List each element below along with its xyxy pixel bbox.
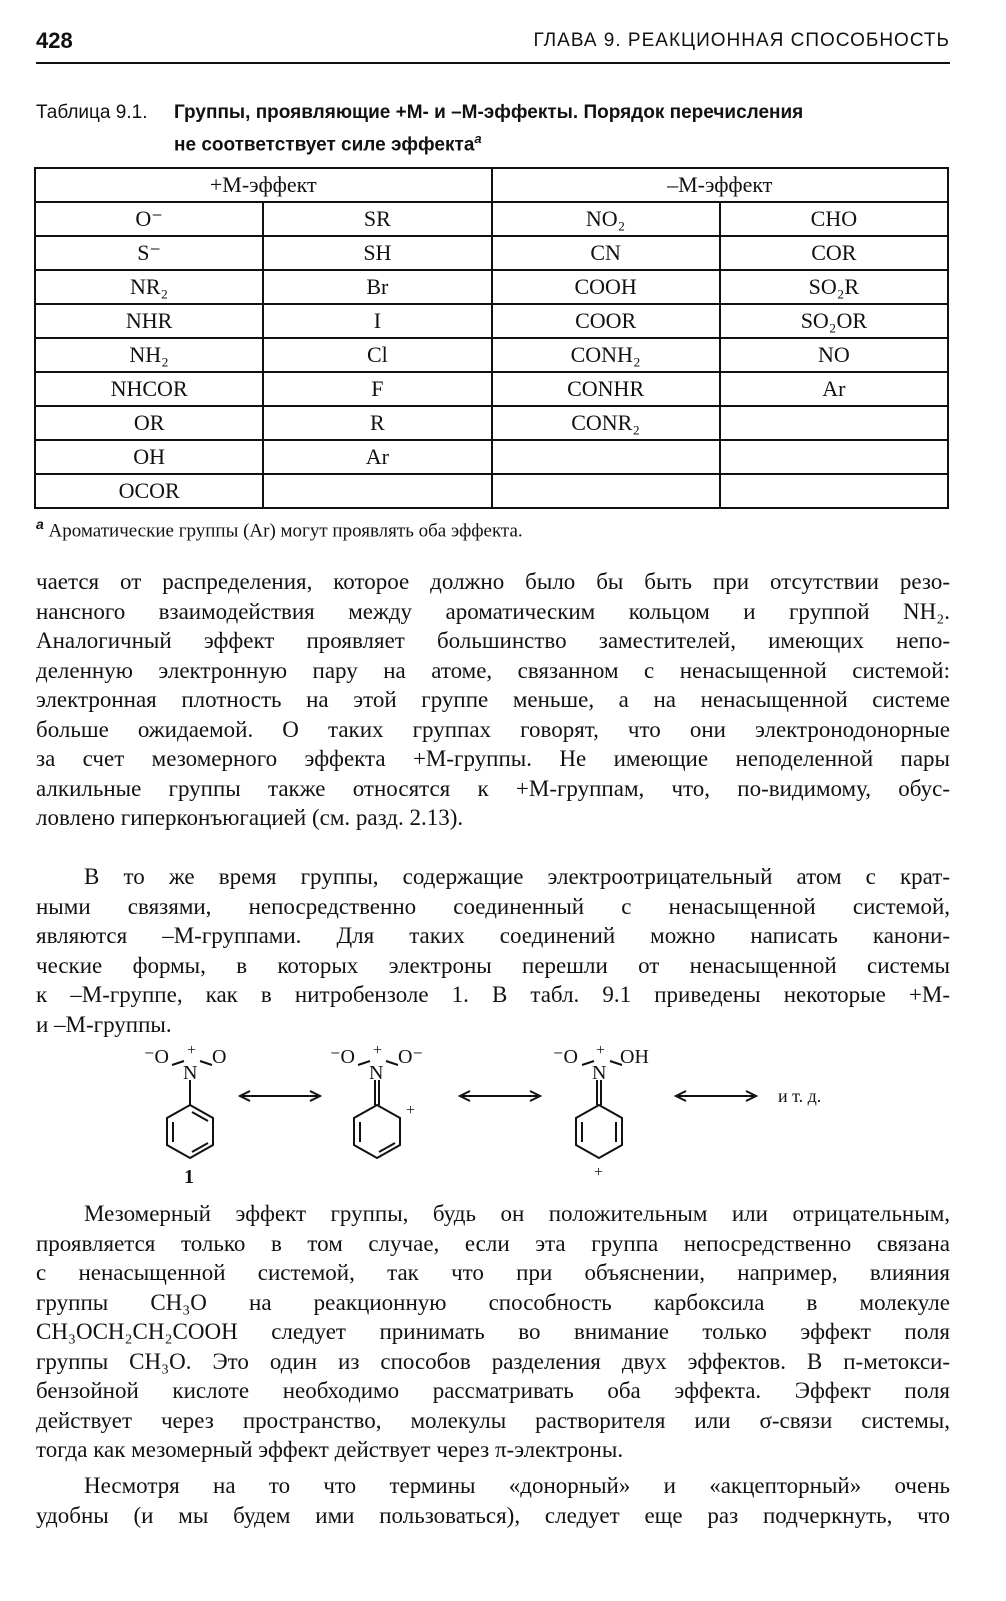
table-cell: CONH₂	[492, 338, 720, 372]
paragraph-1	[36, 567, 950, 833]
text-line: группы CH₃O. Это один из способов разделения двух эффектов. В п-метокси-	[36, 1348, 950, 1374]
table-title-line2: не соответствует силе эффекта	[174, 134, 475, 156]
table-row	[35, 202, 948, 236]
s2-ring-charge: +	[406, 1102, 416, 1119]
table-cell: NHR	[35, 304, 263, 338]
text-line: ными связями, непосредственно соединенный с ненасыщенной системой,	[36, 893, 950, 919]
nitrobenzene-resonance-scheme	[0, 1035, 1006, 1195]
table-cell	[492, 440, 720, 474]
table-cell: CHO	[720, 202, 948, 236]
footnote-mark: a	[36, 516, 44, 532]
s3-n-charge: +	[596, 1042, 606, 1059]
table-cell	[492, 474, 720, 508]
effects-table	[34, 167, 949, 509]
table-cell: SO₂OR	[720, 304, 948, 338]
text-line: удобны (и мы будем ими пользоваться), следует еще раз подчеркнуть, что	[36, 1502, 950, 1528]
table-row	[35, 440, 948, 474]
text-line: ловлено гиперконъюгацией (см. разд. 2.13).	[36, 805, 464, 830]
table-cell: OH	[35, 440, 263, 474]
s2-n-charge: +	[373, 1042, 383, 1059]
s1-n-charge: +	[187, 1042, 197, 1059]
table-cell: NO₂	[492, 202, 720, 236]
table-row	[35, 372, 948, 406]
minus-m-header: –M-эффект	[492, 168, 949, 202]
text-line: чается от распределения, которое должно было бы быть при отсутствии резо-	[36, 569, 950, 594]
table-row	[35, 236, 948, 270]
table-cell	[263, 474, 491, 508]
text-line: деленную электронную пару на атоме, связанном с ненасыщенной системой:	[36, 657, 950, 683]
text-line: бензойной кислоте необходимо рассматривать оба эффекта. Эффект поля	[36, 1378, 950, 1403]
table-footnote	[36, 516, 523, 542]
chapter-title: ГЛАВА 9. РЕАКЦИОННАЯ СПОСОБНОСТЬ	[533, 30, 950, 51]
table-cell: NHCOR	[35, 372, 263, 406]
table-cell: Ar	[263, 440, 491, 474]
text-line: за счет мезомерного эффекта +M-группы. Не имеющие неподеленной пары	[36, 746, 950, 771]
table-title-line2-wrap	[174, 126, 482, 158]
table-cell: Cl	[263, 338, 491, 372]
table-cell: R	[263, 406, 491, 440]
table-cell: NO	[720, 338, 948, 372]
table-cell: SR	[263, 202, 491, 236]
caption-footnote-mark: a	[474, 131, 482, 146]
page-number: 428	[36, 28, 73, 53]
table-cell: Br	[263, 270, 491, 304]
s3-ring-charge: +	[594, 1164, 604, 1181]
s2-nitrogen: N	[369, 1062, 384, 1084]
text-line: алкильные группы также относятся к +M-группам, что, по-видимому, обус-	[36, 775, 950, 801]
compound-number: 1	[184, 1166, 194, 1188]
footnote-text: Ароматические группы (Ar) могут проявлять оба эффекта.	[48, 520, 523, 542]
table-row	[35, 338, 948, 372]
table-cell: O⁻	[35, 202, 263, 236]
s3-hydroxyl: OH	[620, 1046, 649, 1068]
table-cell: CN	[492, 236, 720, 270]
table-cell: NH₂	[35, 338, 263, 372]
table-cell: OR	[35, 406, 263, 440]
text-line: с ненасыщенной системой, так что при объяснении, например, влияния	[36, 1260, 950, 1285]
table-cell: Ar	[720, 372, 948, 406]
table-cell: CONHR	[492, 372, 720, 406]
paragraph-2	[36, 862, 950, 1039]
table-cell: S⁻	[35, 236, 263, 270]
table-cell: COR	[720, 236, 948, 270]
s1-oxygen-right: O	[212, 1046, 227, 1068]
table-row	[35, 406, 948, 440]
s1-oxygen-left: ⁻O	[144, 1046, 169, 1068]
text-line: и –M-группы.	[36, 1011, 172, 1037]
resonance-arrow-3	[676, 1091, 756, 1101]
s1-nitrogen: N	[183, 1062, 198, 1084]
text-line: являются –M-группами. Для таких соединений можно написать канони-	[36, 923, 950, 948]
text-line: нансного взаимодействия между ароматическим кольцом и группой NH₂.	[36, 598, 950, 624]
table-cell: SH	[263, 236, 491, 270]
table-cell: COOR	[492, 304, 720, 338]
text-line: Аналогичный эффект проявляет большинство заместителей, имеющих непо-	[36, 628, 950, 653]
s2-oxygen-left: ⁻O	[330, 1046, 355, 1068]
table-title-line1: Группы, проявляющие +M- и –M-эффекты. Порядок перечисления	[174, 102, 804, 123]
text-line: к –M-группе, как в нитробензоле 1. В табл. 9.1 приведены некоторые +M-	[36, 982, 950, 1007]
table-label: Таблица 9.1.	[36, 102, 148, 123]
text-line: проявляется только в том случае, если эта группа непосредственно связана	[36, 1230, 950, 1256]
paragraph-3	[36, 1199, 950, 1465]
text-line: больше ожидаемой. О таких группах говорят, что они электронодонорные	[36, 716, 950, 742]
etc-label: и т. д.	[778, 1086, 822, 1106]
text-line: Мезомерный эффект группы, будь он положительным или отрицательным,	[84, 1201, 950, 1226]
running-header	[36, 26, 950, 64]
table-header-row	[35, 168, 948, 202]
table-cell	[720, 474, 948, 508]
table-row	[35, 304, 948, 338]
table-cell: COOH	[492, 270, 720, 304]
table-cell	[720, 440, 948, 474]
paragraph-4	[36, 1471, 950, 1530]
text-line: группы CH₃O на реакционную способность карбоксила в молекуле	[36, 1289, 950, 1315]
text-line: CH₃OCH₂CH₂COOH следует принимать во внимание только эффект поля	[36, 1319, 950, 1344]
table-cell: F	[263, 372, 491, 406]
table-row	[35, 474, 948, 508]
text-line: ческие формы, в которых электроны перешли от ненасыщенной системы	[36, 952, 950, 978]
table-row	[35, 270, 948, 304]
text-line: Несмотря на то что термины «донорный» и «акцепторный» очень	[84, 1473, 950, 1498]
s3-nitrogen: N	[592, 1062, 607, 1084]
text-line: тогда как мезомерный эффект действует через π-электроны.	[36, 1437, 624, 1462]
table-cell: NR₂	[35, 270, 263, 304]
table-cell: SO₂R	[720, 270, 948, 304]
table-cell: I	[263, 304, 491, 338]
text-line: электронная плотность на этой группе меньше, а на ненасыщенной системе	[36, 687, 950, 712]
resonance-arrow-1	[240, 1091, 320, 1101]
table-cell: CONR₂	[492, 406, 720, 440]
table-cell: OCOR	[35, 474, 263, 508]
s2-oxygen-right: O⁻	[398, 1046, 423, 1068]
text-line: действует через пространство, молекулы растворителя или σ-связи системы,	[36, 1407, 950, 1433]
s3-oxygen-left: ⁻O	[553, 1046, 578, 1068]
resonance-arrow-2	[460, 1091, 540, 1101]
table-cell	[720, 406, 948, 440]
plus-m-header: +M-эффект	[35, 168, 492, 202]
text-line: В то же время группы, содержащие электроотрицательный атом с крат-	[84, 864, 950, 889]
